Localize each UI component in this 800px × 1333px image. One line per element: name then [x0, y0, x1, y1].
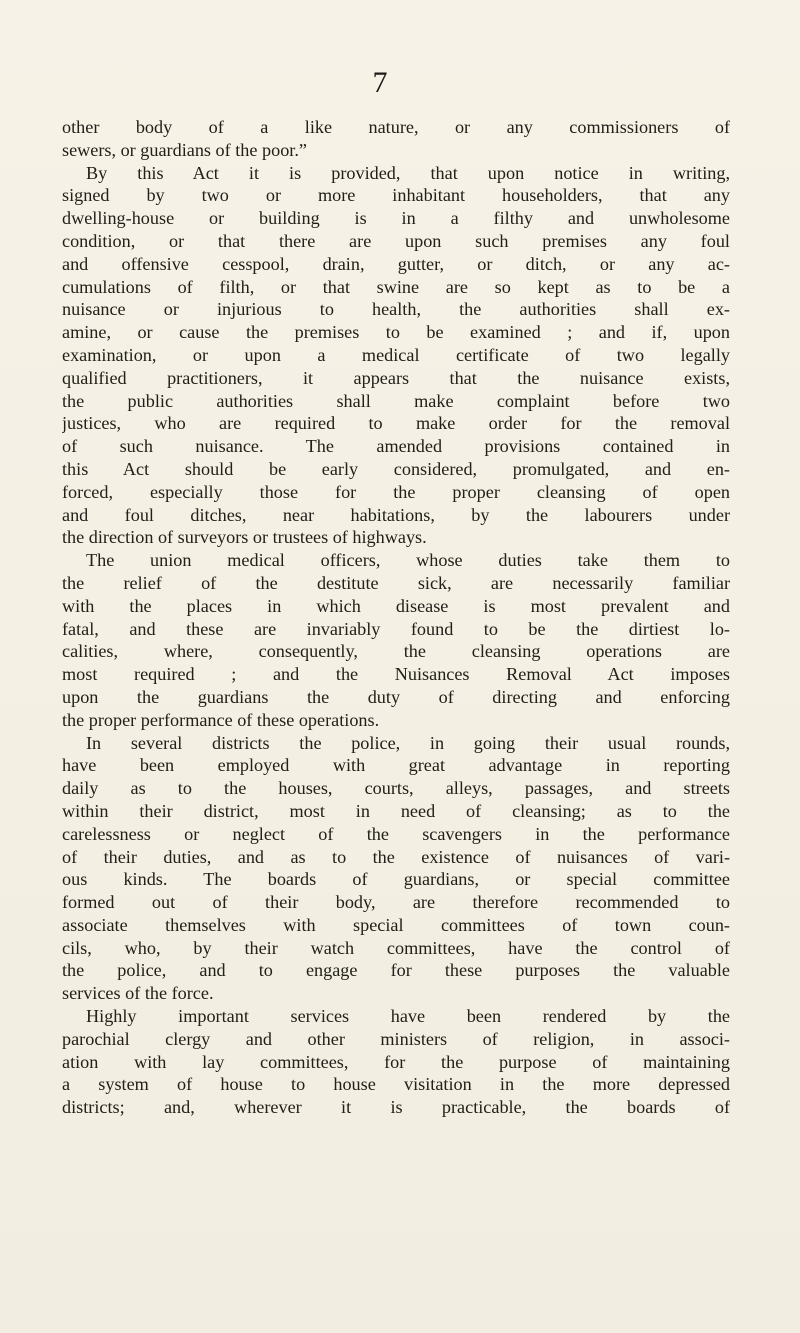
text-line: with the places in which disease is most prevalent and	[62, 595, 730, 616]
text-line: the proper performance of these operations.	[62, 709, 380, 730]
text-line: associate themselves with special committees of town coun-	[62, 914, 730, 935]
text-line: formed out of their body, are therefore recommended to	[62, 892, 730, 913]
text-line: parochial clergy and other ministers of religion, in associ-	[62, 1028, 730, 1049]
text-line: examination, or upon a medical certificate of two legally	[62, 344, 730, 365]
text-line: the direction of surveyors or trustees of highways.	[62, 527, 427, 548]
text-line: nuisance or injurious to health, the authorities shall ex-	[62, 299, 730, 320]
text-line: ous kinds. The boards of guardians, or special committee	[62, 869, 730, 890]
text-line: qualified practitioners, it appears that the nuisance exists,	[62, 367, 730, 388]
text-line: the relief of the destitute sick, are necessarily familiar	[62, 572, 730, 593]
paragraph-start-line: Highly important services have been rendered by the	[86, 1006, 730, 1027]
text-line: dwelling-house or building is in a filthy and unwholesome	[62, 208, 730, 229]
paragraph-start-line: By this Act it is provided, that upon notice in writing,	[86, 162, 730, 183]
text-line: condition, or that there are upon such premises any foul	[62, 230, 730, 251]
text-line: cils, who, by their watch committees, have the control of	[62, 937, 730, 958]
text-line: districts; and, wherever it is practicable, the boards of	[62, 1097, 730, 1118]
text-line: a system of house to house visitation in the more depressed	[62, 1074, 730, 1095]
text-line: other body of a like nature, or any commissioners of	[62, 117, 730, 137]
text-line: cumulations of filth, or that swine are so kept as to be a	[62, 276, 730, 297]
page-number: 7	[372, 66, 388, 99]
text-line: daily as to the houses, courts, alleys, passages, and streets	[62, 778, 730, 799]
text-line: most required ; and the Nuisances Removal Act imposes	[62, 664, 730, 685]
body-text	[62, 116, 730, 1119]
text-line: of such nuisance. The amended provisions contained in	[62, 436, 730, 457]
text-line: forced, especially those for the proper cleansing of open	[62, 481, 730, 502]
text-line: ation with lay committees, for the purpose of maintaining	[62, 1051, 730, 1072]
text-line: of their duties, and as to the existence of nuisances of vari-	[62, 846, 730, 867]
paragraph-start-line: In several districts the police, in going their usual rounds,	[86, 732, 730, 753]
text-line: have been employed with great advantage in reporting	[62, 755, 730, 776]
text-line: amine, or cause the premises to be examined ; and if, upon	[62, 322, 730, 343]
text-line: signed by two or more inhabitant householders, that any	[62, 185, 730, 206]
text-line: this Act should be early considered, promulgated, and en-	[62, 458, 730, 479]
paragraph-start-line: The union medical officers, whose duties take them to	[86, 550, 730, 571]
text-line: sewers, or guardians of the poor.”	[62, 139, 307, 160]
text-line: services of the force.	[62, 983, 214, 1004]
text-line: fatal, and these are invariably found to be the dirtiest lo-	[62, 618, 730, 639]
text-line: within their district, most in need of cleansing; as to the	[62, 800, 730, 821]
text-line: and foul ditches, near habitations, by the labourers under	[62, 504, 730, 525]
text-line: the public authorities shall make complaint before two	[62, 390, 730, 411]
text-line: carelessness or neglect of the scavengers in the performance	[62, 823, 730, 844]
text-line: the police, and to engage for these purposes the valuable	[62, 960, 730, 981]
text-line: and offensive cesspool, drain, gutter, or ditch, or any ac-	[62, 253, 730, 274]
text-line: justices, who are required to make order for the removal	[62, 413, 730, 434]
text-line: upon the guardians the duty of directing and enforcing	[62, 686, 730, 707]
text-line: calities, where, consequently, the cleansing operations are	[62, 641, 730, 662]
